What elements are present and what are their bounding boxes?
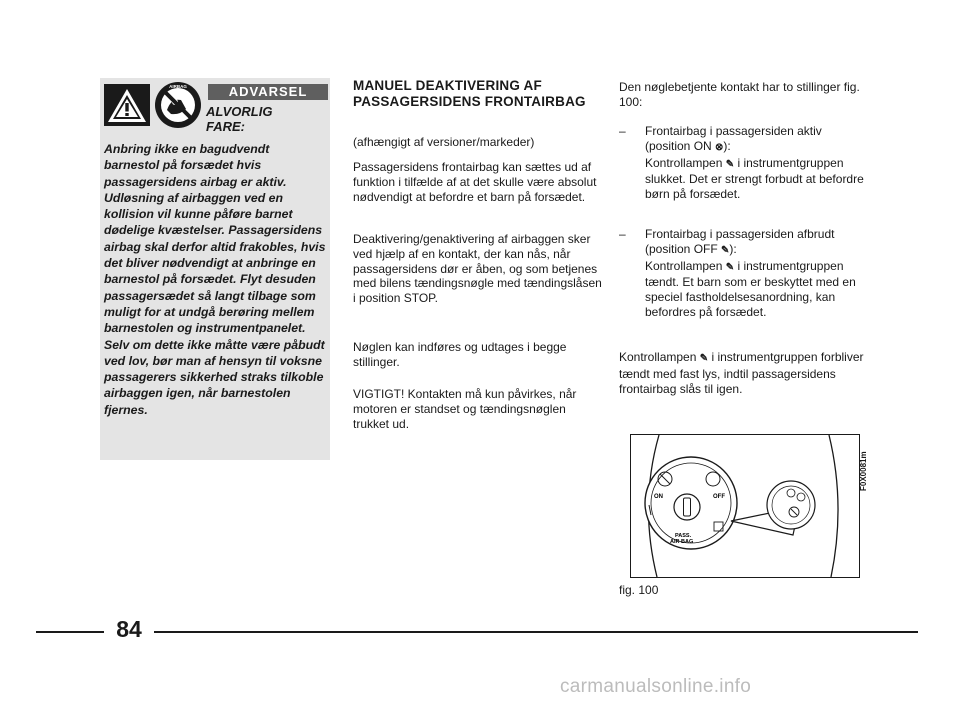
figure-caption: fig. 100 <box>619 583 659 597</box>
switch-on-label: ON <box>654 494 663 500</box>
list-item-off <box>619 227 869 320</box>
li2-text-a: Frontairbag i passagersiden afbrudt (position OFF <box>645 227 835 256</box>
warning-text: Anbring ikke en bagudvendt barnestol på forsædet hvis passagersidens airbag er aktiv. Udløsning af airbaggen ved en kollision vil kunne påføre barnet dødelige kvæstelser. Passagersidens airbag skal derfor altid frakobles, hvis det bliver nødvendigt at anbringe en barnestol på forsædet. Flyt desuden passagersædet så langt tilbage som muligt for at undgå berøring mellem barnestolen og instrumentpanelet. Selv om dette ikke måtte være påbudt ved lov, bør man af hensyn til voksne passagerers sikkerhed straks tilkoble airbaggen igen, når barnestolen fjernes. <box>104 142 326 417</box>
airbag-icon-text: AIRBAG <box>169 84 187 89</box>
figure-code <box>857 433 873 493</box>
warning-badge: ADVARSEL <box>208 84 328 100</box>
section-subheading: (afhængigt af versioner/markeder) <box>353 135 535 149</box>
list-dash: – <box>619 124 626 138</box>
switch-pass-label: PASS. <box>675 533 692 539</box>
li1-text-c: Kontrollampen <box>645 155 726 170</box>
airbag-off-circle-icon: ⊗ <box>715 141 724 153</box>
airbag-switch-figure <box>630 434 860 578</box>
paragraph-lamp <box>619 350 869 396</box>
no-child-seat-airbag-icon <box>153 80 203 130</box>
list-dash: – <box>619 227 626 241</box>
li1-text-a: Frontairbag i passagersiden aktiv (position ON <box>645 124 822 153</box>
list-item-text <box>645 227 869 320</box>
paragraph-1: Passagersidens frontairbag kan sættes ud af funktion i tilfælde af at det skulle være absolut nødvendigt at befordre et barn på forsædet. <box>353 160 597 204</box>
severity-label <box>206 104 306 134</box>
footer-rule-right <box>154 631 918 633</box>
li2-text-b: ): <box>729 241 737 256</box>
p2-text-a: Kontrollampen <box>619 350 700 364</box>
li2-text-c: Kontrollampen <box>645 258 726 273</box>
important-note: VIGTIGT! Kontakten må kun påvirkes, når motoren er standset og tændingsnøglen trukket ud. <box>353 387 577 431</box>
airbag-warning-lamp-icon: ✎ <box>721 244 730 256</box>
airbag-warning-lamp-icon: ✎ <box>699 353 709 364</box>
section-heading: MANUEL DEAKTIVERING AF PASSAGERSIDENS FRONTAIRBAG <box>353 78 586 109</box>
paragraph-2: Deaktivering/genaktivering af airbaggen sker ved hjælp af en kontakt, der kan nås, når passagersidens dør er åben, og som betjenes med bilens tændingsnøgle med tændingslåsen i position STOP. <box>353 232 602 306</box>
switch-intro: Den nøglebetjente kontakt har to stillinger fig. 100: <box>619 80 860 109</box>
switch-airbag-label: AIR BAG <box>670 539 694 545</box>
li1-text-d: i instrumentgruppen slukket. Det er strengt forbudt at befordre børn på forsædet. <box>645 155 864 202</box>
severity-line-2: FARE: <box>206 119 245 134</box>
footer-rule-left <box>36 631 104 633</box>
p2-text-b: i instrumentgruppen forbliver tændt med fast lys, indtil passagersidens frontairbag slås til igen. <box>619 350 864 396</box>
switch-off-label: OFF <box>713 494 725 500</box>
warning-triangle-icon <box>104 84 150 126</box>
li1-text-b: ): <box>723 138 731 153</box>
watermark: carmanualsonline.info <box>560 676 752 697</box>
list-item-on <box>619 124 869 202</box>
page-number: 84 <box>116 616 142 642</box>
list-item-text <box>645 124 869 202</box>
figure-code-text: F0X0081m <box>859 451 868 491</box>
paragraph-3: Nøglen kan indføres og udtages i begge stillinger. <box>353 340 567 369</box>
li2-text-d: i instrumentgruppen tændt. Et barn som er beskyttet med en speciel fastholdelsesanordning, kan befordres på forsædet. <box>645 258 856 319</box>
severity-line-1: ALVORLIG <box>206 104 273 119</box>
airbag-warning-lamp-icon: ✎ <box>725 158 735 170</box>
airbag-warning-lamp-icon: ✎ <box>725 261 735 273</box>
